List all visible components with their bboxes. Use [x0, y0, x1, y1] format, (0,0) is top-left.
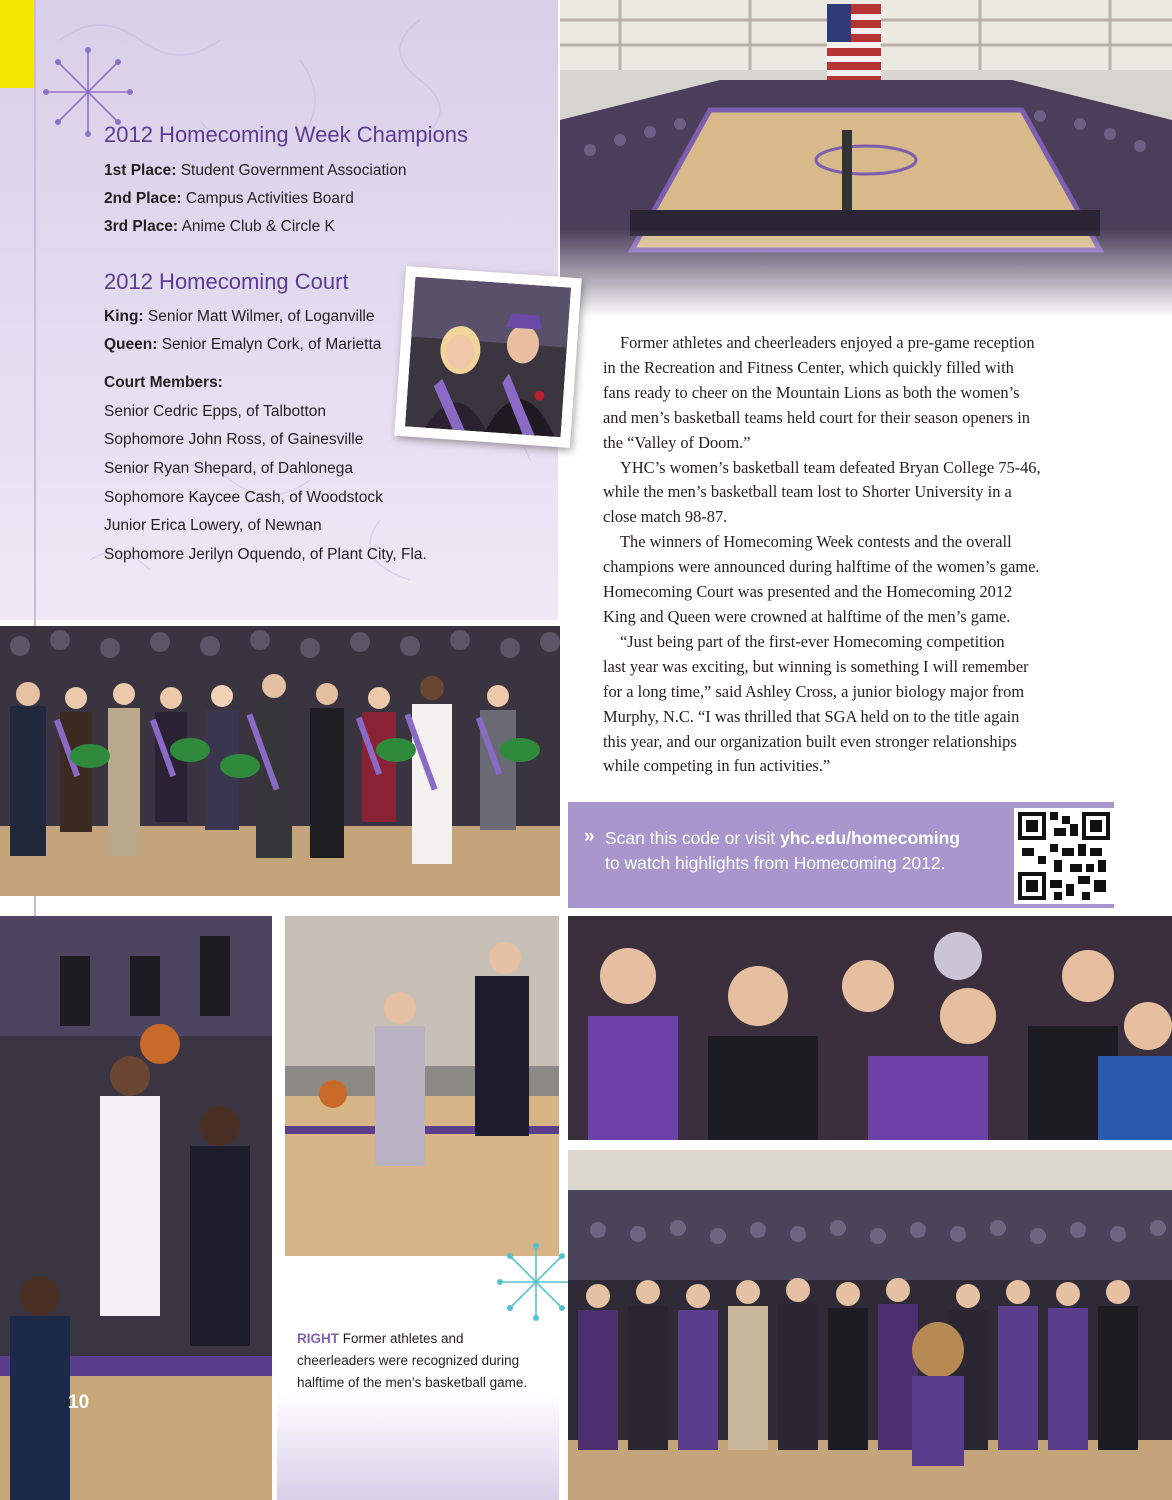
champion-1st	[104, 162, 406, 180]
king-value: Senior Matt Wilmer, of Loganville	[147, 308, 375, 325]
champion-value: Anime Club & Circle K	[181, 218, 335, 235]
court-member: Senior Cedric Epps, of Talbotton	[104, 403, 327, 420]
king-queen-photo	[394, 266, 581, 448]
cheering-fans-photo	[568, 916, 1172, 1140]
caption-label: RIGHT	[297, 1331, 339, 1346]
article-line: Murphy, N.C. “I was thrilled that SGA held on to the title again	[603, 706, 1020, 726]
court-heading: 2012 Homecoming Court	[104, 269, 349, 294]
champion-3rd	[104, 218, 335, 236]
homecoming-court-photo	[0, 626, 560, 896]
article-line: champions were announced during halftime of the women’s game.	[603, 557, 1040, 577]
queen-label: Queen:	[104, 336, 158, 353]
article-paragraph-1	[603, 331, 1115, 779]
article-line: Former athletes and cheerleaders enjoyed a pre-game reception	[620, 333, 1035, 352]
article-line: YHC’s women’s basketball team defeated Bryan College 75-46,	[620, 457, 1041, 477]
court-member: Sophomore John Ross, of Gainesville	[104, 431, 364, 448]
page-number: 10	[68, 1392, 90, 1413]
court-members-heading: Court Members:	[104, 374, 223, 391]
scan-line-1	[605, 828, 960, 849]
yellow-tab	[0, 0, 34, 88]
champion-2nd	[104, 190, 354, 208]
article-line: while competing in fun activities.”	[603, 756, 831, 776]
article-line: while the men’s basketball team lost to Shorter University in a	[603, 482, 1012, 502]
article-line: the “Valley of Doom.”	[603, 432, 751, 452]
double-chevron-icon: »	[584, 826, 595, 847]
article-line: for a long time,” said Ashley Cross, a junior biology major from	[603, 681, 1025, 701]
caption-line-3: halftime of the men’s basketball game.	[297, 1375, 528, 1390]
champion-value: Campus Activities Board	[185, 190, 354, 207]
article-line: this year, and our organization built even stronger relationships	[603, 731, 1017, 751]
champions-heading: 2012 Homecoming Week Champions	[104, 122, 468, 147]
court-member: Junior Erica Lowery, of Newnan	[104, 517, 322, 534]
caption-text: Former athletes and	[339, 1331, 464, 1346]
homecoming-link[interactable]: yhc.edu/homecoming	[780, 828, 960, 848]
champion-label: 1st Place:	[104, 162, 177, 179]
queen-value: Senior Emalyn Cork, of Marietta	[161, 336, 382, 353]
article-line: King and Queen were crowned at halftime of the men’s game.	[603, 606, 1011, 626]
queen-line	[104, 336, 381, 354]
mens-basketball-photo	[0, 916, 272, 1500]
article-line: Homecoming Court was presented and the Homecoming 2012	[603, 582, 1013, 602]
womens-basketball-photo	[285, 916, 559, 1256]
scan-line-2: to watch highlights from Homecoming 2012.	[605, 853, 946, 873]
article-line: fans ready to cheer on the Mountain Lions as both the women’s	[603, 382, 1020, 402]
caption-line-1	[297, 1331, 464, 1346]
starburst-icon	[494, 1240, 578, 1324]
scan-prefix: Scan this code or visit	[605, 828, 781, 848]
article-line: “Just being part of the first-ever Homecoming competition	[620, 631, 1005, 651]
king-label: King:	[104, 308, 144, 325]
caption-line-2: cheerleaders were recognized during	[297, 1353, 520, 1368]
article-line: and men’s basketball teams held court for their season openers in	[603, 407, 1030, 427]
court-member: Sophomore Kaycee Cash, of Woodstock	[104, 489, 383, 506]
champion-label: 2nd Place:	[104, 190, 182, 207]
article-line: The winners of Homecoming Week contests and the overall	[620, 532, 1012, 552]
arena-photo	[560, 0, 1172, 318]
champion-label: 3rd Place:	[104, 218, 179, 235]
article-line: in the Recreation and Fitness Center, which quickly filled with	[603, 357, 1014, 377]
court-member: Sophomore Jerilyn Oquendo, of Plant City, Fla.	[104, 546, 427, 563]
court-member: Senior Ryan Shepard, of Dahlonega	[104, 460, 354, 477]
article-line: close match 98-87.	[603, 507, 728, 527]
qr-code[interactable]	[1014, 808, 1114, 904]
former-athletes-photo	[568, 1150, 1172, 1500]
king-line	[104, 308, 375, 326]
champion-value: Student Government Association	[180, 162, 407, 179]
article-line: last year was exciting, but winning is something I will remember	[603, 656, 1029, 676]
